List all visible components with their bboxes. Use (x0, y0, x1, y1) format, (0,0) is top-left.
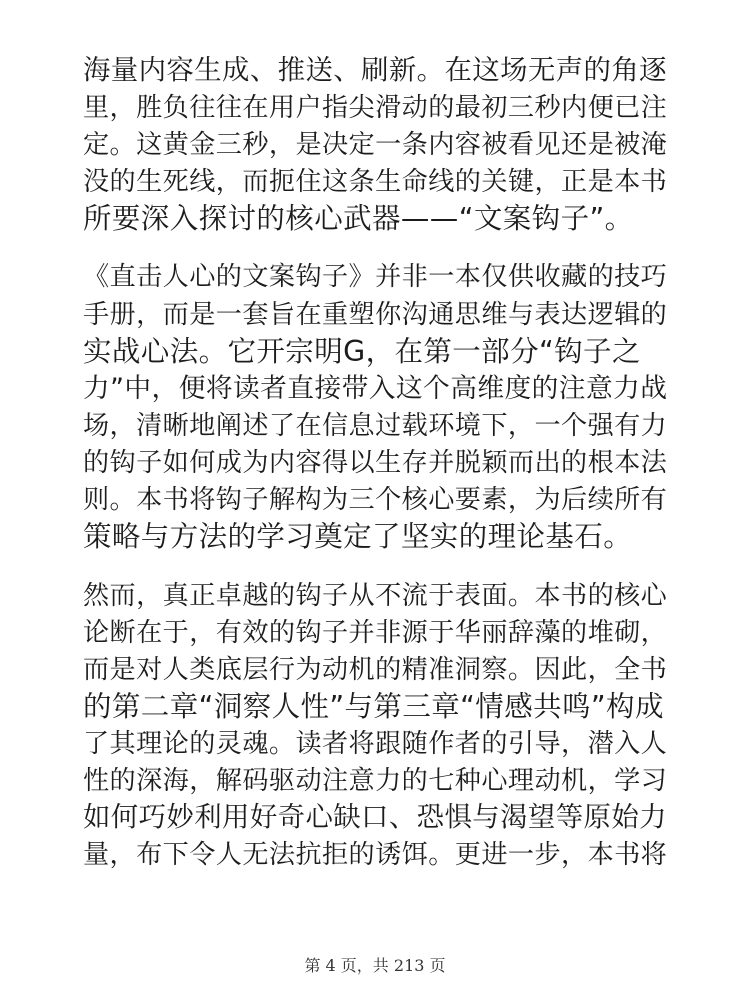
text-line: 《直击人心的文案钩子》并非一本仅供收藏的技巧 (83, 262, 668, 292)
text-line: 的第二章“洞察人性”与第三章“情感共鸣”构成 (83, 690, 664, 723)
text-line: 没的生死线，而扼住这条生命线的关键，正是本书 (83, 167, 668, 197)
text-line: 力”中，便将读者直接带入这个高维度的注意力战 (83, 373, 668, 404)
text-line: 海量内容生成、推送、刷新。在这场无声的角逐 (83, 55, 667, 86)
text-line: 定。这黄金三秒，是决定一条内容被看见还是被淹 (83, 130, 668, 160)
text-line: 所要深入探讨的核心武器——“文案钩子”。 (83, 202, 634, 235)
text-line: 论断在于，有效的钩子并非源于华丽辞藻的堆砌， (83, 618, 668, 648)
page-number: 第 4 页，共 213 页 (304, 956, 446, 975)
text-line: 策略与方法的学习奠定了坚实的理论基石。 (83, 520, 633, 553)
text-line: 里，胜负往往在用户指尖滑动的最初三秒内便已注 (83, 93, 668, 123)
text-line: 场，清晰地阐述了在信息过载环境下，一个强有力 (83, 411, 668, 441)
text-line: 量，布下令人无法抗拒的诱饵。更进一步，本书将 (83, 840, 668, 870)
text-line: 实战心法。它开宗明G，在第一部分“钩子之 (83, 335, 641, 368)
text-line: 则。本书将钩子解构为三个核心要素，为后续所有 (83, 485, 668, 515)
text-line: 了其理论的灵魂。读者将跟随作者的引导，潜入人 (83, 729, 668, 759)
text-line: 性的深海，解码驱动注意力的七种心理动机，学习 (83, 766, 668, 796)
text-line: 而是对人类底层行为动机的精准洞察。因此，全书 (83, 655, 668, 685)
text-line: 的钩子如何成为内容得以生存并脱颖而出的根本法 (83, 448, 668, 478)
text-line: 然而，真正卓越的钩子从不流于表面。本书的核心 (83, 581, 668, 611)
text-line: 手册，而是一套旨在重塑你沟通思维与表达逻辑的 (83, 300, 668, 330)
text-line: 如何巧妙利用好奇心缺口、恐惧与渴望等原始力 (83, 802, 667, 833)
